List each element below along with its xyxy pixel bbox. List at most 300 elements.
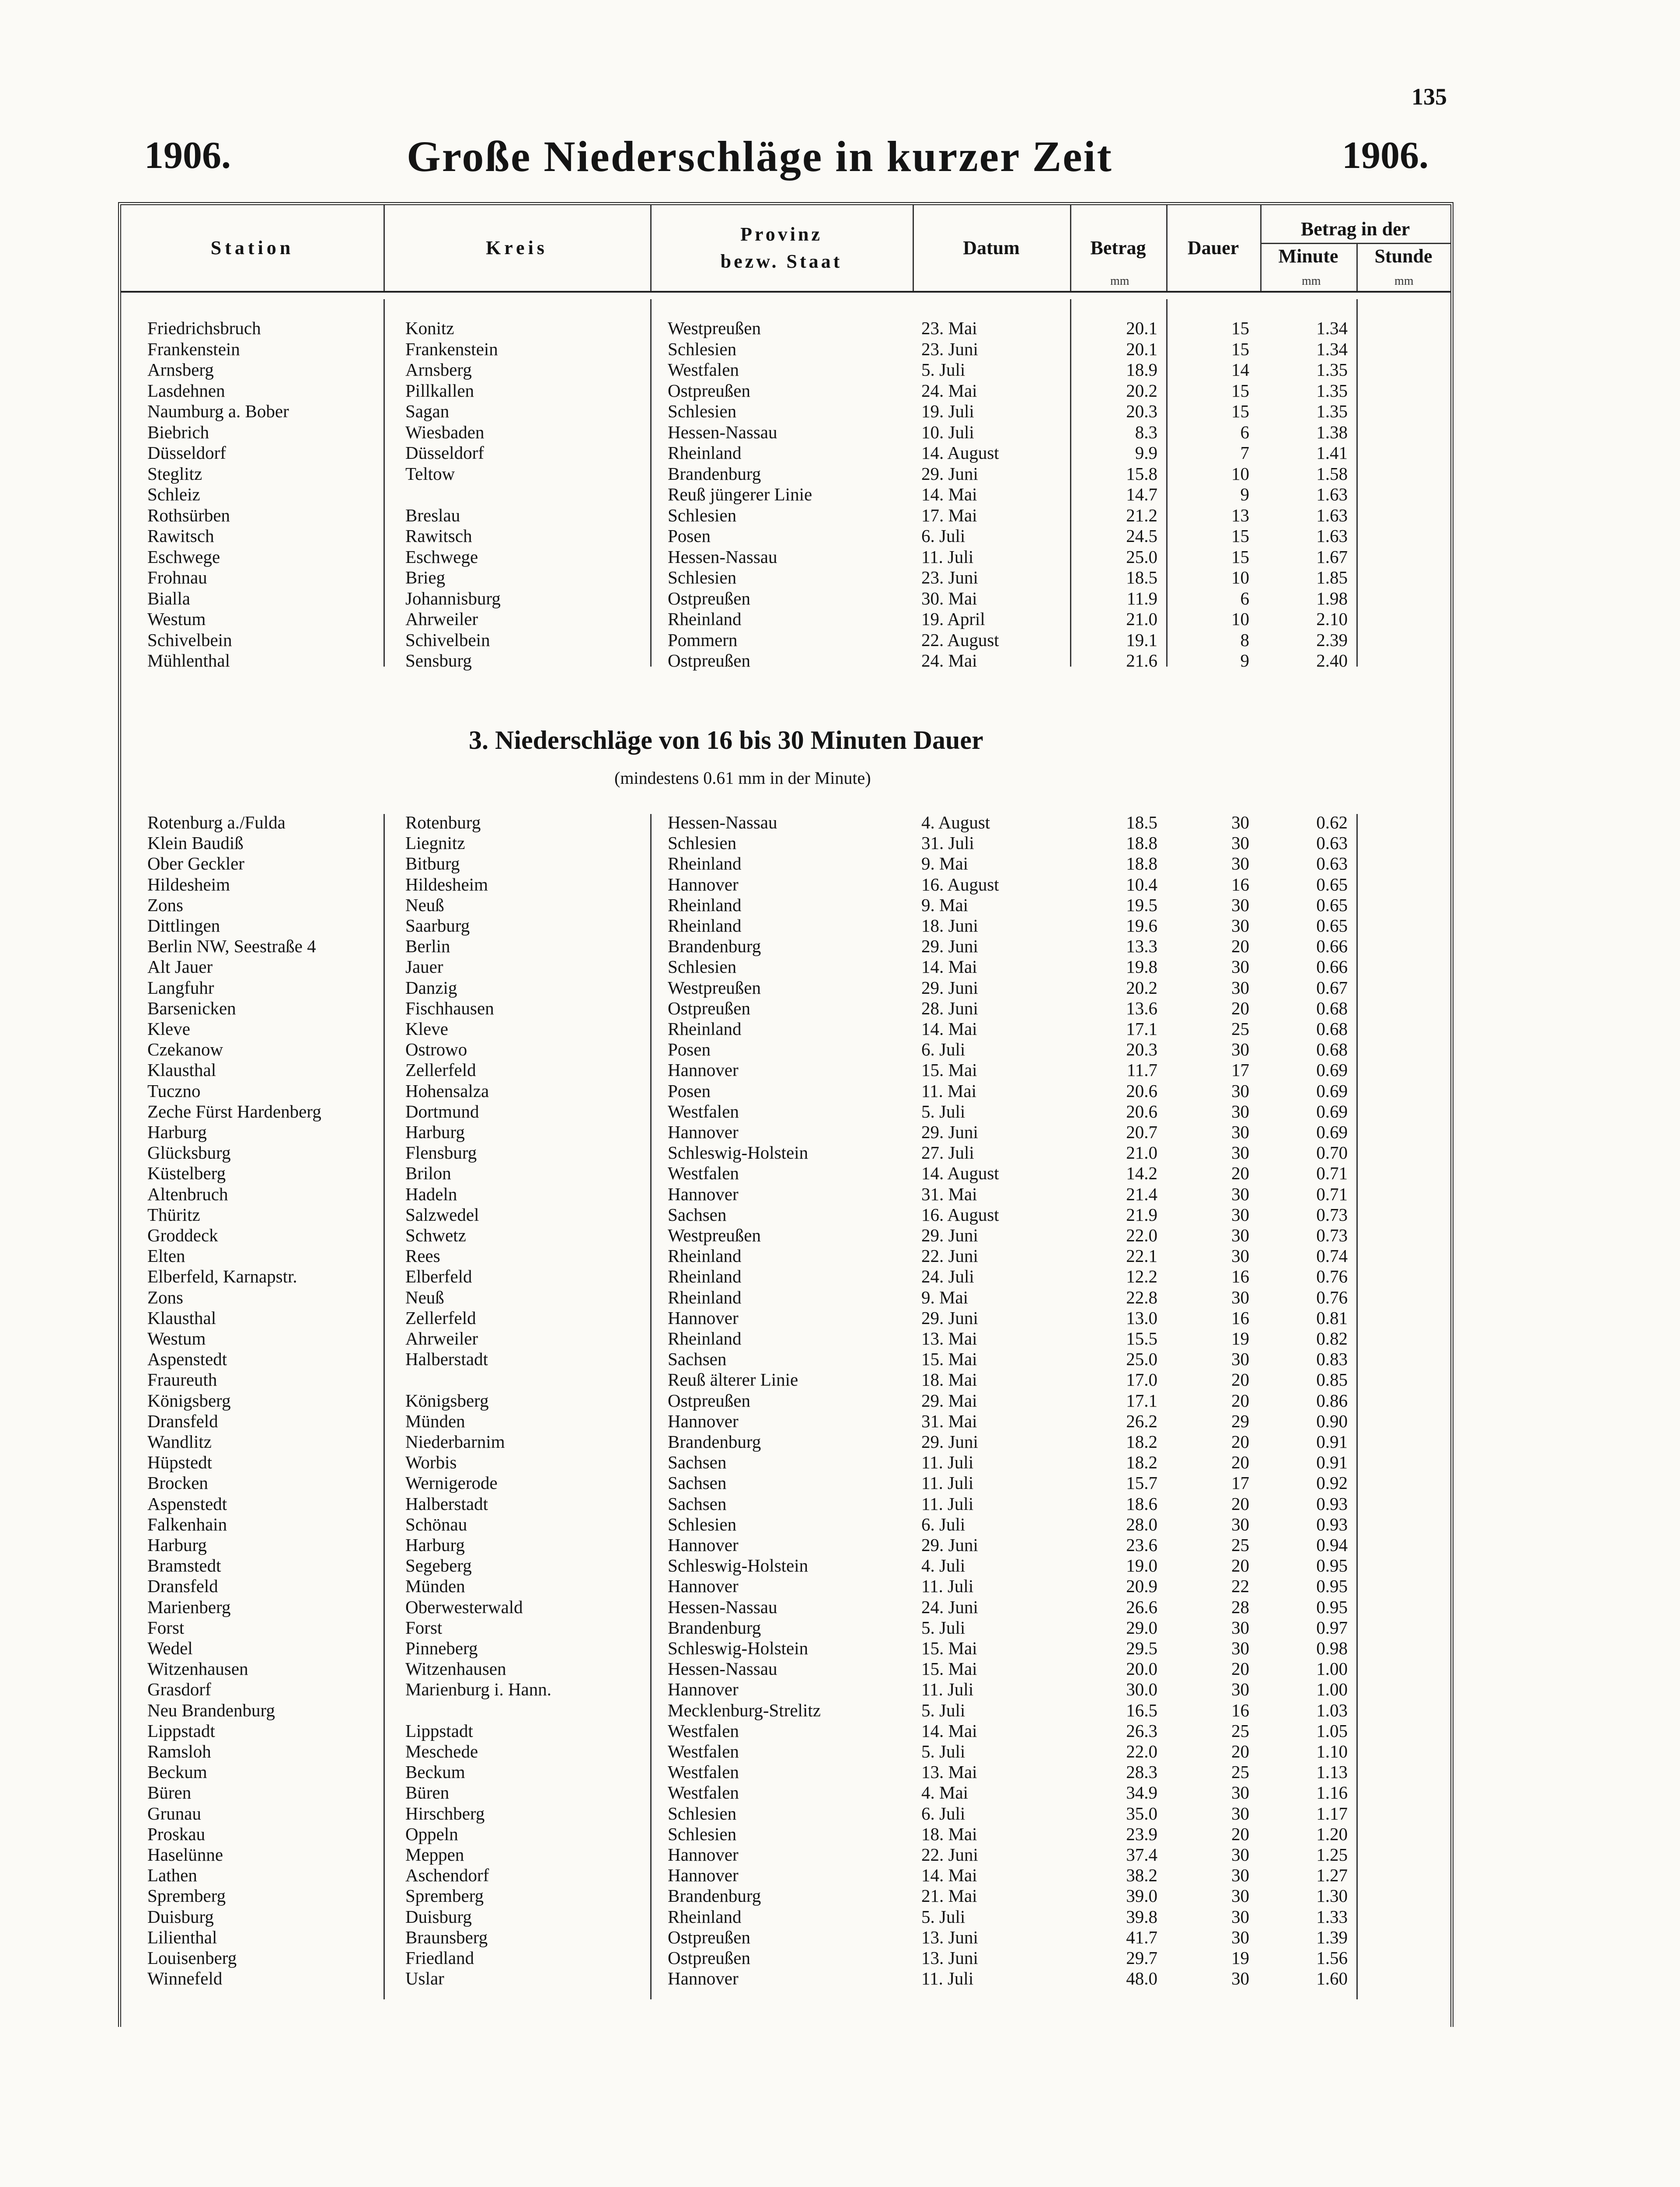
cell-station: Lathen [147, 1865, 197, 1886]
cell-minute: 0.68 [1316, 1039, 1348, 1060]
table-row [121, 1328, 1450, 1349]
cell-provinz: Ostpreußen [668, 650, 751, 671]
cell-station: Rotenburg a./Fulda [147, 812, 286, 832]
cell-betrag: 14.2 [1126, 1163, 1157, 1184]
cell-provinz: Brandenburg [668, 463, 761, 484]
cell-station: Bialla [147, 588, 190, 608]
cell-betrag: 16.5 [1126, 1700, 1157, 1720]
cell-station: Klausthal [147, 1060, 216, 1080]
cell-station: Berlin NW, Seestraße 4 [147, 936, 316, 957]
cell-minute: 0.91 [1316, 1452, 1348, 1473]
cell-betrag: 20.2 [1126, 977, 1157, 998]
col-provinz-line2: bezw. Staat [720, 251, 843, 272]
cell-provinz: Westpreußen [668, 977, 761, 998]
cell-dauer: 30 [1231, 1617, 1249, 1638]
cell-provinz: Westfalen [668, 1762, 739, 1782]
cell-dauer: 25 [1231, 1762, 1249, 1782]
cell-provinz: Reuß jüngerer Linie [668, 484, 812, 504]
cell-dauer: 30 [1231, 1679, 1249, 1700]
table-row [121, 381, 1450, 401]
cell-dauer: 9 [1240, 484, 1249, 504]
cell-minute: 1.00 [1316, 1679, 1348, 1700]
cell-datum: 4. Juli [921, 1555, 965, 1576]
cell-betrag: 20.2 [1126, 380, 1157, 401]
cell-kreis: Uslar [405, 1968, 444, 1989]
year-left: 1906. [144, 134, 231, 177]
cell-provinz: Rheinland [668, 1266, 742, 1287]
cell-betrag: 29.0 [1126, 1617, 1157, 1638]
cell-datum: 5. Juli [921, 1101, 965, 1121]
cell-minute: 0.69 [1316, 1080, 1348, 1101]
cell-betrag: 20.6 [1126, 1080, 1157, 1101]
cell-station: Altenbruch [147, 1184, 228, 1204]
cell-betrag: 20.7 [1126, 1122, 1157, 1142]
cell-minute: 0.69 [1316, 1101, 1348, 1121]
cell-betrag: 25.0 [1126, 1349, 1157, 1369]
cell-kreis: Ahrweiler [405, 1328, 478, 1349]
cell-kreis: Zellerfeld [405, 1060, 476, 1080]
table-row [121, 957, 1450, 977]
cell-betrag: 10.4 [1126, 874, 1157, 894]
table-row [121, 1927, 1450, 1948]
cell-datum: 30. Mai [921, 588, 977, 608]
table-row [121, 1886, 1450, 1906]
cell-kreis: Rawitsch [405, 526, 472, 546]
cell-dauer: 20 [1231, 998, 1249, 1018]
table-row [121, 1700, 1450, 1721]
cell-provinz: Rheinland [668, 443, 742, 463]
cell-kreis: Danzig [405, 977, 457, 998]
cell-datum: 4. Mai [921, 1782, 969, 1803]
cell-provinz: Westfalen [668, 1101, 739, 1121]
cell-kreis: Pinneberg [405, 1638, 478, 1658]
cell-station: Wedel [147, 1638, 193, 1658]
cell-minute: 0.62 [1316, 812, 1348, 832]
table-row [121, 1101, 1450, 1122]
cell-station: Wandlitz [147, 1432, 212, 1452]
cell-provinz: Sachsen [668, 1493, 727, 1514]
table-row [121, 1679, 1450, 1700]
cell-kreis: Jauer [405, 957, 443, 977]
table-row [121, 1287, 1450, 1308]
cell-kreis: Sensburg [405, 650, 472, 671]
table-row [121, 1907, 1450, 1927]
cell-provinz: Ostpreußen [668, 588, 751, 608]
cell-station: Frohnau [147, 567, 207, 587]
cell-minute: 1.63 [1316, 526, 1348, 546]
cell-datum: 18. Juni [921, 915, 978, 936]
cell-kreis: Kleve [405, 1019, 448, 1039]
cell-datum: 14. Mai [921, 1019, 977, 1039]
cell-dauer: 10 [1231, 609, 1249, 629]
cell-minute: 1.41 [1316, 443, 1348, 463]
cell-dauer: 30 [1231, 1080, 1249, 1101]
cell-datum: 14. August [921, 1163, 999, 1184]
cell-dauer: 25 [1231, 1019, 1249, 1039]
cell-station: Grasdorf [147, 1679, 211, 1700]
cell-minute: 1.98 [1316, 588, 1348, 608]
cell-provinz: Brandenburg [668, 936, 761, 957]
cell-betrag: 35.0 [1126, 1803, 1157, 1824]
cell-betrag: 26.2 [1126, 1411, 1157, 1431]
col-minute: Minute [1278, 245, 1338, 267]
cell-dauer: 9 [1240, 650, 1249, 671]
cell-station: Küstelberg [147, 1163, 226, 1184]
cell-betrag: 18.2 [1126, 1452, 1157, 1473]
cell-dauer: 16 [1231, 874, 1249, 894]
table-row [121, 1411, 1450, 1432]
cell-minute: 0.68 [1316, 1019, 1348, 1039]
cell-dauer: 22 [1231, 1576, 1249, 1597]
cell-kreis: Forst [405, 1617, 443, 1638]
cell-minute: 0.85 [1316, 1369, 1348, 1390]
cell-kreis: Witzenhausen [405, 1659, 506, 1679]
cell-dauer: 30 [1231, 1204, 1249, 1225]
table-row [121, 1618, 1450, 1638]
year-right: 1906. [1342, 134, 1429, 177]
cell-datum: 27. Juli [921, 1142, 974, 1163]
cell-betrag: 8.3 [1135, 422, 1157, 442]
table-row [121, 874, 1450, 895]
table-row [121, 1184, 1450, 1205]
cell-datum: 31. Mai [921, 1411, 977, 1431]
cell-station: Düsseldorf [147, 443, 226, 463]
cell-minute: 0.63 [1316, 833, 1348, 853]
table-row [121, 1205, 1450, 1225]
cell-betrag: 17.1 [1126, 1390, 1157, 1411]
cell-provinz: Schlesien [668, 401, 737, 421]
cell-kreis: Meschede [405, 1741, 478, 1761]
cell-kreis: Duisburg [405, 1906, 472, 1927]
cell-kreis: Ostrowo [405, 1039, 467, 1060]
cell-kreis: Eschwege [405, 546, 478, 567]
table-row [121, 1473, 1450, 1493]
cell-betrag: 18.9 [1126, 360, 1157, 380]
table-row [121, 1163, 1450, 1184]
cell-provinz: Ostpreußen [668, 998, 751, 1018]
cell-minute: 1.34 [1316, 339, 1348, 359]
cell-dauer: 30 [1231, 1122, 1249, 1142]
cell-betrag: 29.5 [1126, 1638, 1157, 1658]
cell-dauer: 30 [1231, 1246, 1249, 1266]
cell-betrag: 20.3 [1126, 401, 1157, 421]
cell-station: Bramstedt [147, 1555, 221, 1576]
cell-provinz: Hessen-Nassau [668, 812, 777, 832]
cell-dauer: 20 [1231, 1369, 1249, 1390]
cell-provinz: Brandenburg [668, 1432, 761, 1452]
cell-minute: 0.91 [1316, 1432, 1348, 1452]
cell-minute: 0.76 [1316, 1287, 1348, 1307]
cell-kreis: Breslau [405, 505, 460, 525]
cell-dauer: 30 [1231, 1287, 1249, 1307]
cell-datum: 29. Juni [921, 1307, 978, 1328]
cell-provinz: Reuß älterer Linie [668, 1369, 798, 1390]
cell-station: Westum [147, 1328, 206, 1349]
cell-datum: 14. Mai [921, 1720, 977, 1741]
cell-station: Lasdehnen [147, 380, 225, 401]
cell-datum: 11. Juli [921, 1452, 974, 1473]
cell-station: Thüritz [147, 1204, 200, 1225]
cell-provinz: Rheinland [668, 1906, 742, 1927]
cell-minute: 1.27 [1316, 1865, 1348, 1886]
cell-datum: 14. August [921, 443, 999, 463]
cell-provinz: Rheinland [668, 609, 742, 629]
cell-betrag: 20.3 [1126, 1039, 1157, 1060]
cell-dauer: 19 [1231, 1948, 1249, 1968]
cell-kreis: Beckum [405, 1762, 465, 1782]
cell-provinz: Westpreußen [668, 1225, 761, 1245]
cell-provinz: Posen [668, 526, 711, 546]
cell-betrag: 28.0 [1126, 1514, 1157, 1534]
cell-dauer: 15 [1231, 380, 1249, 401]
cell-kreis: Münden [405, 1411, 465, 1431]
cell-provinz: Sachsen [668, 1473, 727, 1493]
cell-provinz: Brandenburg [668, 1886, 761, 1906]
cell-provinz: Schleswig-Holstein [668, 1638, 809, 1658]
cell-dauer: 14 [1231, 360, 1249, 380]
cell-minute: 1.34 [1316, 318, 1348, 338]
cell-datum: 9. Mai [921, 1287, 969, 1307]
cell-provinz: Hessen-Nassau [668, 422, 777, 442]
cell-station: Ober Geckler [147, 853, 244, 874]
cell-dauer: 30 [1231, 853, 1249, 874]
cell-provinz: Hannover [668, 1865, 739, 1886]
cell-betrag: 19.5 [1126, 894, 1157, 915]
cell-kreis: Zellerfeld [405, 1307, 476, 1328]
cell-kreis: Dortmund [405, 1101, 479, 1121]
cell-minute: 1.35 [1316, 360, 1348, 380]
table-row [121, 505, 1450, 526]
cell-datum: 6. Juli [921, 1039, 965, 1060]
cell-provinz: Westfalen [668, 1741, 739, 1761]
cell-datum: 29. Juni [921, 463, 978, 484]
cell-betrag: 37.4 [1126, 1845, 1157, 1865]
cell-betrag: 22.0 [1126, 1741, 1157, 1761]
cell-minute: 1.13 [1316, 1762, 1348, 1782]
cell-minute: 0.93 [1316, 1514, 1348, 1534]
col-betrag: Betrag [1090, 237, 1146, 259]
cell-station: Kleve [147, 1019, 190, 1039]
cell-provinz: Schlesien [668, 505, 737, 525]
cell-datum: 9. Mai [921, 894, 969, 915]
cell-kreis: Liegnitz [405, 833, 465, 853]
cell-kreis: Frankenstein [405, 339, 498, 359]
cell-betrag: 38.2 [1126, 1865, 1157, 1886]
table-row [121, 588, 1450, 609]
cell-provinz: Hessen-Nassau [668, 546, 777, 567]
cell-kreis: Oberwesterwald [405, 1597, 523, 1617]
cell-provinz: Westfalen [668, 1720, 739, 1741]
cell-provinz: Schlesien [668, 339, 737, 359]
cell-station: Elten [147, 1246, 185, 1266]
cell-minute: 0.83 [1316, 1349, 1348, 1369]
cell-betrag: 24.5 [1126, 526, 1157, 546]
cell-minute: 2.39 [1316, 629, 1348, 650]
cell-datum: 5. Juli [921, 1906, 965, 1927]
cell-station: Zons [147, 1287, 183, 1307]
cell-dauer: 20 [1231, 1432, 1249, 1452]
cell-kreis: Hirschberg [405, 1803, 485, 1824]
cell-minute: 1.56 [1316, 1948, 1348, 1968]
cell-dauer: 29 [1231, 1411, 1249, 1431]
table-row [121, 1081, 1450, 1101]
cell-dauer: 30 [1231, 1184, 1249, 1204]
cell-minute: 0.66 [1316, 936, 1348, 957]
cell-provinz: Westfalen [668, 1782, 739, 1803]
cell-kreis: Niederbarnim [405, 1432, 505, 1452]
cell-datum: 19. April [921, 609, 985, 629]
cell-dauer: 25 [1231, 1720, 1249, 1741]
cell-minute: 0.86 [1316, 1390, 1348, 1411]
cell-datum: 11. Juli [921, 1576, 974, 1597]
cell-minute: 1.33 [1316, 1906, 1348, 1927]
cell-station: Königsberg [147, 1390, 231, 1411]
cell-kreis: Konitz [405, 318, 454, 338]
cell-datum: 18. Mai [921, 1824, 977, 1844]
cell-station: Brocken [147, 1473, 208, 1493]
cell-station: Forst [147, 1617, 185, 1638]
cell-kreis: Marienburg i. Hann. [405, 1679, 552, 1700]
cell-dauer: 17 [1231, 1060, 1249, 1080]
cell-betrag: 22.1 [1126, 1246, 1157, 1266]
cell-kreis: Braunsberg [405, 1927, 488, 1947]
table-row [121, 484, 1450, 505]
cell-datum: 5. Juli [921, 1741, 965, 1761]
cell-minute: 0.95 [1316, 1555, 1348, 1576]
cell-minute: 1.85 [1316, 567, 1348, 587]
cell-provinz: Schlesien [668, 1514, 737, 1534]
cell-betrag: 15.7 [1126, 1473, 1157, 1493]
cell-datum: 15. Mai [921, 1659, 977, 1679]
cell-datum: 11. Juli [921, 1968, 974, 1989]
cell-provinz: Posen [668, 1039, 711, 1060]
table-row [121, 1266, 1450, 1287]
table-row [121, 1555, 1450, 1576]
cell-kreis: Johannisburg [405, 588, 501, 608]
cell-betrag: 30.0 [1126, 1679, 1157, 1700]
table-row [121, 1721, 1450, 1741]
cell-station: Ramsloh [147, 1741, 211, 1761]
table-row [121, 853, 1450, 874]
cell-betrag: 19.8 [1126, 957, 1157, 977]
cell-station: Beckum [147, 1762, 207, 1782]
cell-minute: 0.74 [1316, 1246, 1348, 1266]
cell-betrag: 11.7 [1126, 1060, 1157, 1080]
cell-station: Grunau [147, 1803, 201, 1824]
cell-kreis: Rotenburg [405, 812, 481, 832]
cell-dauer: 15 [1231, 318, 1249, 338]
cell-datum: 22. August [921, 629, 999, 650]
cell-dauer: 15 [1231, 546, 1249, 567]
cell-dauer: 30 [1231, 1225, 1249, 1245]
table-row [121, 1369, 1450, 1390]
cell-kreis: Segeberg [405, 1555, 472, 1576]
cell-datum: 24. Juli [921, 1266, 974, 1287]
cell-kreis: Neuß [405, 894, 444, 915]
cell-dauer: 6 [1240, 422, 1249, 442]
table-row [121, 464, 1450, 484]
table-row [121, 1142, 1450, 1163]
cell-minute: 0.65 [1316, 894, 1348, 915]
cell-minute: 0.71 [1316, 1184, 1348, 1204]
cell-dauer: 15 [1231, 401, 1249, 421]
cell-dauer: 20 [1231, 1659, 1249, 1679]
table-row [121, 1597, 1450, 1618]
column-header-row [121, 205, 1450, 293]
cell-dauer: 30 [1231, 957, 1249, 977]
cell-datum: 11. Juli [921, 1679, 974, 1700]
cell-datum: 11. Mai [921, 1080, 977, 1101]
cell-kreis: Saarburg [405, 915, 470, 936]
cell-datum: 23. Juni [921, 339, 978, 359]
table-row [121, 915, 1450, 936]
cell-kreis: Aschendorf [405, 1865, 489, 1886]
cell-kreis: Büren [405, 1782, 450, 1803]
cell-datum: 16. August [921, 874, 999, 894]
cell-station: Dransfeld [147, 1576, 218, 1597]
table-row [121, 1948, 1450, 1968]
cell-kreis: Lippstadt [405, 1720, 473, 1741]
cell-kreis: Friedland [405, 1948, 474, 1968]
cell-provinz: Westfalen [668, 1163, 739, 1184]
cell-minute: 2.40 [1316, 650, 1348, 671]
table-row [121, 318, 1450, 339]
cell-betrag: 22.0 [1126, 1225, 1157, 1245]
table-row [121, 1246, 1450, 1266]
cell-station: Alt Jauer [147, 957, 213, 977]
cell-station: Aspenstedt [147, 1493, 227, 1514]
cell-kreis: Halberstadt [405, 1349, 488, 1369]
cell-station: Duisburg [147, 1906, 214, 1927]
cell-datum: 21. Mai [921, 1886, 977, 1906]
table-frame [118, 202, 1453, 2027]
cell-provinz: Hannover [668, 1307, 739, 1328]
cell-dauer: 10 [1231, 463, 1249, 484]
cell-station: Dittlingen [147, 915, 220, 936]
table-row [121, 1432, 1450, 1452]
table-row [121, 1060, 1450, 1080]
col-kreis: Kreis [486, 237, 548, 259]
cell-provinz: Hannover [668, 1968, 739, 1989]
cell-minute: 0.69 [1316, 1122, 1348, 1142]
cell-provinz: Mecklenburg-Strelitz [668, 1700, 821, 1720]
cell-kreis: Salzwedel [405, 1204, 479, 1225]
cell-minute: 0.65 [1316, 915, 1348, 936]
cell-betrag: 18.5 [1126, 567, 1157, 587]
cell-kreis: Flensburg [405, 1142, 477, 1163]
table-row [121, 1741, 1450, 1762]
cell-provinz: Hannover [668, 1845, 739, 1865]
cell-datum: 28. Juni [921, 998, 978, 1018]
cell-betrag: 20.1 [1126, 318, 1157, 338]
col-datum: Datum [963, 237, 1020, 259]
cell-dauer: 15 [1231, 339, 1249, 359]
cell-station: Lilienthal [147, 1927, 217, 1947]
cell-provinz: Hessen-Nassau [668, 1597, 777, 1617]
cell-betrag: 9.9 [1135, 443, 1157, 463]
cell-station: Spremberg [147, 1886, 226, 1906]
cell-station: Harburg [147, 1535, 207, 1555]
cell-provinz: Schlesien [668, 1824, 737, 1844]
cell-station: Tuczno [147, 1080, 201, 1101]
cell-betrag: 17.1 [1126, 1019, 1157, 1039]
cell-kreis: Arnsberg [405, 360, 472, 380]
table-row [121, 1514, 1450, 1535]
cell-betrag: 28.3 [1126, 1762, 1157, 1782]
cell-dauer: 30 [1231, 977, 1249, 998]
col-betrag-in-der: Betrag in der [1300, 218, 1410, 240]
cell-minute: 1.39 [1316, 1927, 1348, 1947]
